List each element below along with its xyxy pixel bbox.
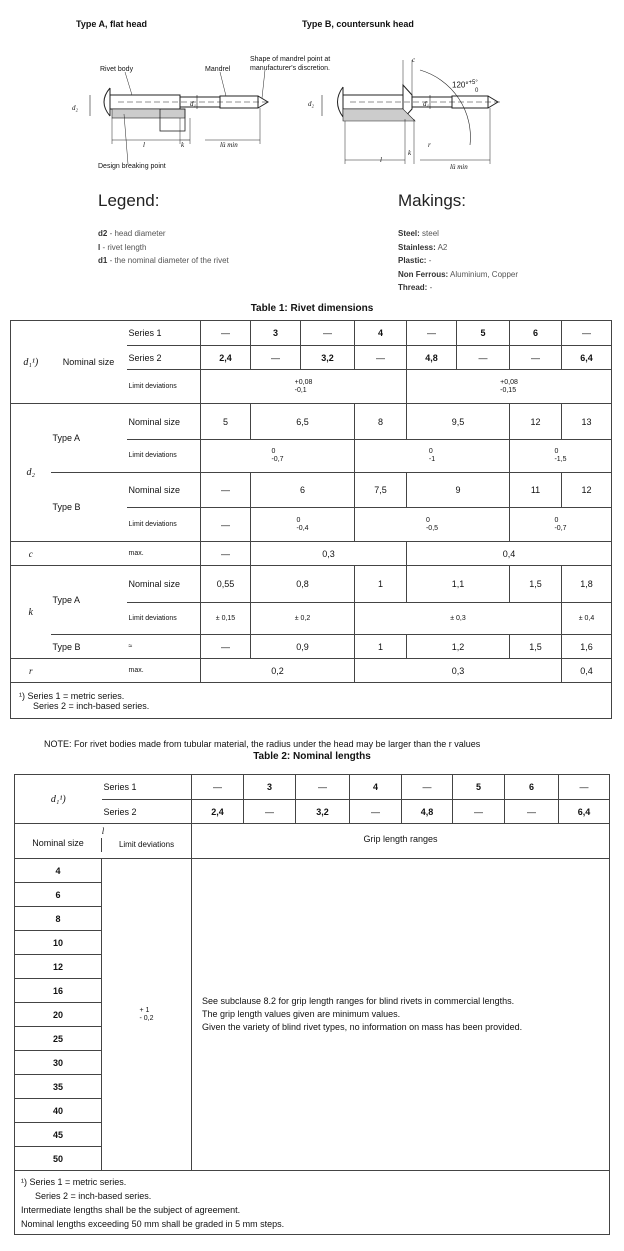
t1-cell: 0 -0,4: [251, 508, 355, 542]
t2-limit-dev: Limit deviations: [101, 838, 191, 852]
makings-item: Steel: steel: [398, 229, 439, 238]
t1-cell: —: [201, 542, 251, 566]
t1-d1-dev-b: +0,08 -0,15: [407, 370, 612, 404]
t2-d1-label: d₁¹): [15, 775, 102, 824]
t1-d1-dev-a: +0,08 -0,1: [201, 370, 407, 404]
t2-cell: 5: [453, 775, 505, 800]
t2-length: 16: [15, 979, 102, 1003]
t1-cell: 1,5: [510, 635, 562, 659]
label-k-b: k: [408, 149, 412, 157]
makings-list: [398, 227, 518, 295]
legend-item: d2 - head diameter: [98, 229, 166, 238]
table2-title: Table 2: Nominal lengths: [253, 751, 371, 762]
label-angle-tol: 0: [475, 88, 479, 94]
label-lu-a: lü min: [220, 141, 238, 149]
t1-empty: [51, 659, 127, 683]
t2-grip: Grip length ranges: [192, 824, 610, 859]
t1-cell: 4: [355, 321, 407, 346]
t1-cell: 1,8: [562, 566, 612, 603]
label-d1-a: d₁: [190, 100, 196, 108]
t2-cell: —: [296, 775, 350, 800]
t1-cell: 1: [355, 566, 407, 603]
t2-cell: —: [244, 800, 296, 824]
legend-title: Legend:: [98, 191, 160, 210]
t1-cell: 11: [510, 473, 562, 508]
label-c-b: c: [412, 56, 416, 64]
t1-cell: 0 -0,5: [355, 508, 510, 542]
t1-cell: —: [457, 346, 510, 370]
t2-nominal-size: Nominal size: [32, 838, 84, 848]
label-rivet-body: Rivet body: [100, 66, 134, 73]
t1-cell: ± 0,15: [201, 603, 251, 635]
t1-cell: 0 -1: [355, 440, 510, 473]
t1-cell: 1,5: [510, 566, 562, 603]
t1-cell: 0,55: [201, 566, 251, 603]
t1-cell: 5: [201, 404, 251, 440]
t2-dev: + 1 - 0,2: [102, 859, 192, 1171]
t1-cell: 6,5: [251, 404, 355, 440]
t1-nominal-size: Nominal size: [51, 321, 127, 404]
type-a-title: Type A, flat head: [76, 19, 148, 29]
t1-empty: [51, 542, 127, 566]
t1-cell: 1,1: [407, 566, 510, 603]
t2-cell: —: [559, 775, 610, 800]
t1-cell: —: [562, 321, 612, 346]
t1-type-a: Type A: [51, 566, 127, 635]
t1-cell: 6: [510, 321, 562, 346]
t1-cell: —: [201, 635, 251, 659]
makings-item: Stainless: A2: [398, 242, 448, 252]
t2-length: 8: [15, 907, 102, 931]
t1-footnote: ¹) Series 1 = metric series. Series 2 = inch-based series.: [11, 683, 612, 719]
t1-nominal: Nominal size: [127, 404, 201, 440]
t1-series2: Series 2: [127, 346, 201, 370]
t1-cell: 1,2: [407, 635, 510, 659]
t2-length: 20: [15, 1003, 102, 1027]
label-r-b: r: [428, 141, 431, 149]
type-a-plate: [112, 109, 185, 118]
t1-cell: 0,9: [251, 635, 355, 659]
t2-cell: 6,4: [559, 800, 610, 824]
t1-cell: 6,4: [562, 346, 612, 370]
t1-type-a: Type A: [51, 404, 127, 473]
t2-cell: 3: [244, 775, 296, 800]
t2-length: 6: [15, 883, 102, 907]
t1-cell: —: [301, 321, 355, 346]
t2-length: 50: [15, 1147, 102, 1171]
label-k-a: k: [181, 141, 185, 149]
t1-cell: ± 0,4: [562, 603, 612, 635]
label-l-a: l: [143, 141, 145, 149]
t1-cell: ± 0,3: [355, 603, 562, 635]
t1-limit-dev: Limit deviations: [127, 508, 201, 542]
t1-cell: 0 -0,7: [201, 440, 355, 473]
t1-cell: 1,6: [562, 635, 612, 659]
legend-list: [98, 227, 229, 268]
makings-item: Non Ferrous: Aluminium, Copper: [398, 269, 519, 279]
t1-cell: 3,2: [301, 346, 355, 370]
t1-cell: 6: [251, 473, 355, 508]
makings-title: Makings:: [398, 191, 467, 210]
t1-limit-dev: Limit deviations: [127, 603, 201, 635]
label-d1-b: d₁: [423, 100, 429, 108]
t1-nominal: Nominal size: [127, 566, 201, 603]
t2-cell: —: [453, 800, 505, 824]
t1-type-b: Type B: [51, 473, 127, 542]
type-a-head-curve: [104, 88, 110, 116]
t2-cell: 2,4: [192, 800, 244, 824]
t1-cell: —: [510, 346, 562, 370]
makings-item: Thread: -: [398, 283, 433, 292]
t1-limit-dev: Limit deviations: [127, 370, 201, 404]
note: NOTE: For rivet bodies made from tubular material, the radius under the head may be larger than the r values: [44, 739, 481, 749]
t2-length: 10: [15, 931, 102, 955]
t1-cell: 4,8: [407, 346, 457, 370]
t2-header-left: [15, 824, 192, 859]
t2-length: 30: [15, 1051, 102, 1075]
t2-cell: 6: [505, 775, 559, 800]
t1-cell: 5: [457, 321, 510, 346]
t2-l-label: l: [101, 826, 105, 836]
label-l-b: l: [380, 156, 382, 164]
t2-text: See subclause 8.2 for grip length ranges for blind rivets in commercial lengths. The grip length values given are minimum values. Given the variety of blind rivet types, no information on mass has been provided.: [192, 859, 610, 1171]
t2-cell: —: [402, 775, 453, 800]
label-mandrel: Mandrel: [205, 66, 231, 73]
label-mandrel-shape: Shape of mandrel point at: [250, 56, 331, 63]
t1-d2-label: d₂: [11, 404, 51, 542]
legend-item: l - rivet length: [98, 242, 147, 252]
t2-cell: 4,8: [402, 800, 453, 824]
t2-cell: —: [350, 800, 402, 824]
t1-cell: 0,8: [251, 566, 355, 603]
t1-c-label: c: [11, 542, 51, 566]
t1-cell: 9,5: [407, 404, 510, 440]
t1-cell: —: [201, 321, 251, 346]
t1-type-b: Type B: [51, 635, 127, 659]
t1-cell: 0,3: [355, 659, 562, 683]
t1-d1-label: d₁¹): [11, 321, 51, 404]
t1-cell: 0,3: [251, 542, 407, 566]
makings-item: Plastic: -: [398, 256, 432, 265]
t1-cell: 13: [562, 404, 612, 440]
t1-cell: —: [251, 346, 301, 370]
table1-title: Table 1: Rivet dimensions: [250, 303, 374, 314]
t2-length: 45: [15, 1123, 102, 1147]
t1-cell: 0 -1,5: [510, 440, 612, 473]
t1-r-label: r: [11, 659, 51, 683]
t1-limit-dev: Limit deviations: [127, 440, 201, 473]
t1-cell: 8: [355, 404, 407, 440]
t1-cell: 12: [510, 404, 562, 440]
label-mandrel-shape-2: manufacturer's discretion.: [250, 65, 330, 72]
t1-cell: 0,4: [562, 659, 612, 683]
t2-cell: —: [505, 800, 559, 824]
t1-k-label: k: [11, 566, 51, 659]
legend-item: d1 - the nominal diameter of the rivet: [98, 256, 229, 265]
label-d2-a: d₂: [72, 104, 78, 112]
t2-header-cols: [15, 838, 191, 852]
label-angle: 120°$^{+5^\circ}$: [452, 80, 478, 90]
t1-cell: ± 0,2: [251, 603, 355, 635]
t1-cell: —: [201, 473, 251, 508]
t2-length: 40: [15, 1099, 102, 1123]
label-d2-b: d₂: [308, 100, 314, 108]
t2-series2: Series 2: [102, 800, 192, 824]
t1-cell: —: [355, 346, 407, 370]
t1-cell: 12: [562, 473, 612, 508]
table1: [10, 320, 612, 719]
t1-approx: ≈: [127, 635, 201, 659]
t1-cell: 3: [251, 321, 301, 346]
t1-cell: 0,2: [201, 659, 355, 683]
t2-series1: Series 1: [102, 775, 192, 800]
t2-cell: 3,2: [296, 800, 350, 824]
type-b-title: Type B, countersunk head: [302, 19, 414, 29]
t2-footnote: ¹) Series 1 = metric series. Series 2 = inch-based series. Intermediate lengths shall be the subject of agreement. Nominal lengths exceeding 50 mm shall be graded in 5 mm steps.: [15, 1171, 610, 1235]
label-lu-b: lü min: [450, 163, 468, 171]
t1-cell: 7,5: [355, 473, 407, 508]
t2-cell: 4: [350, 775, 402, 800]
t2-length: 4: [15, 859, 102, 883]
t1-series1: Series 1: [127, 321, 201, 346]
table2: [14, 774, 610, 1235]
t1-cell: 1: [355, 635, 407, 659]
t1-cell: 0,4: [407, 542, 612, 566]
t1-cell: —: [407, 321, 457, 346]
t2-cell: —: [192, 775, 244, 800]
t1-cell: —: [201, 508, 251, 542]
label-design-breaking-point: Design breaking point: [98, 163, 166, 170]
t1-max: max.: [127, 659, 201, 683]
t1-cell: 0 -0,7: [510, 508, 612, 542]
t1-max: max.: [127, 542, 201, 566]
t2-length: 25: [15, 1027, 102, 1051]
t1-nominal: Nominal size: [127, 473, 201, 508]
t1-cell: 2,4: [201, 346, 251, 370]
t2-length: 35: [15, 1075, 102, 1099]
t2-length: 12: [15, 955, 102, 979]
t1-cell: 9: [407, 473, 510, 508]
